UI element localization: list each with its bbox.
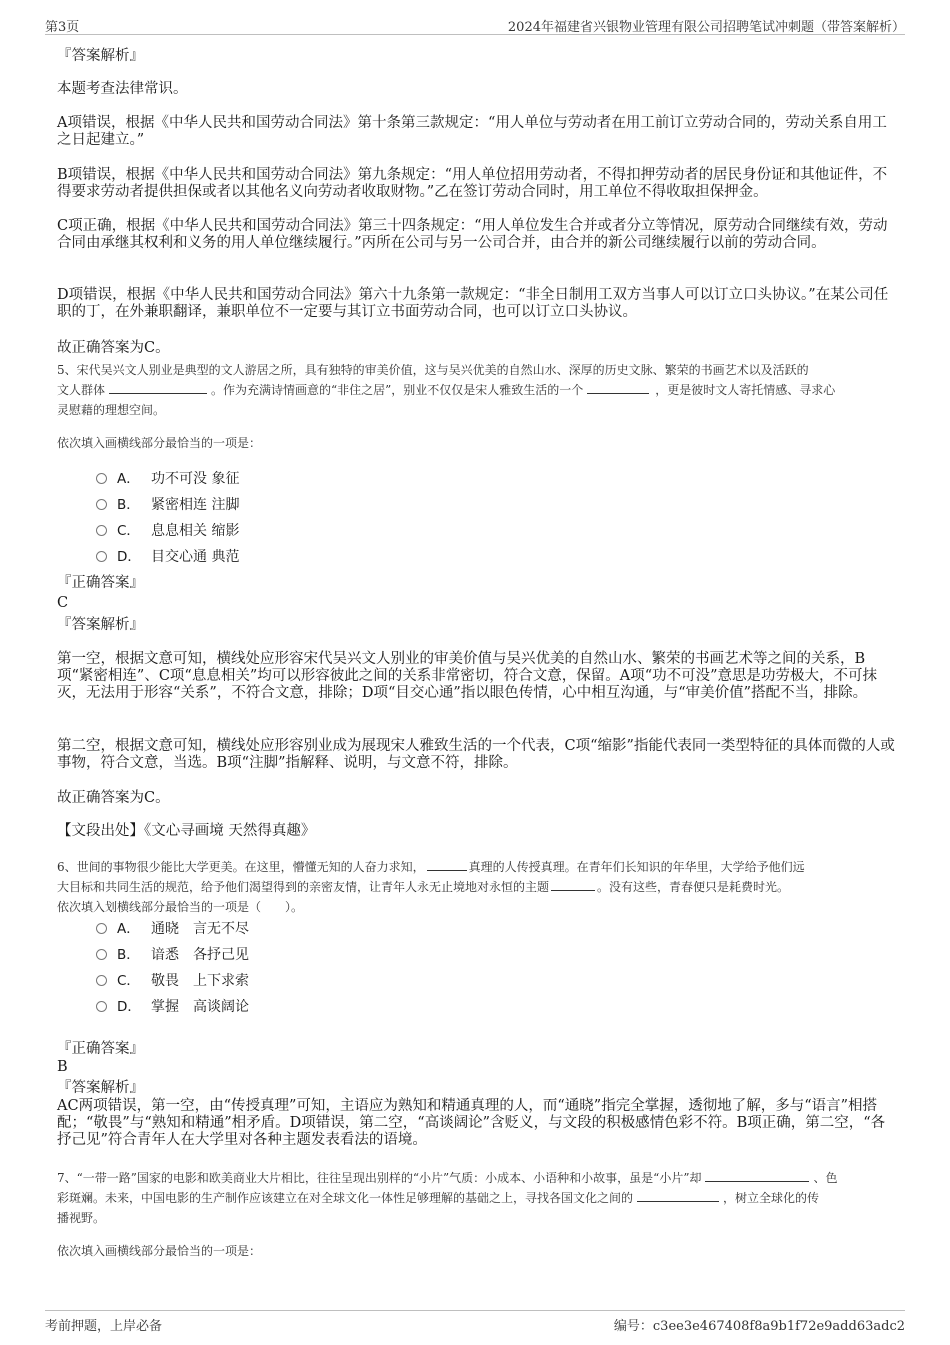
footer-slogan: 考前押题，上岸必备 [45, 1319, 163, 1334]
question-6-prompt: 依次填入划横线部分最恰当的一项是（ ）。 [57, 900, 304, 914]
q5-analysis-p1: 第一空，根据文意可知，横线处应形容宋代吴兴文人别业的审美价值与吴兴优美的自然山水、繁荣的书画艺术等之间的关系，B项“紧密相连”、C项“息息相关”均可以形容彼此之间的关系非常密切，符合文意，保留。A项“功不可没”意思是功劳极大，不可抹灭，无法用于形容“关系”，不符合文意，排除；D项“目交心通”指以眼色传情，心中相互沟通，与“审美价值”搭配不当，排除。 [57, 651, 878, 701]
question-5-prompt: 依次填入画横线部分最恰当的一项是： [57, 436, 262, 450]
q5-source: 【文段出处】《文心寻画境 天然得真趣》 [57, 823, 316, 839]
q6-answer: B [57, 1059, 68, 1075]
q5-option-a[interactable]: A． 功不可没 象征 [96, 470, 239, 488]
question-5-stem: 5、宋代吴兴文人别业是典型的文人游居之所，具有独特的审美价值，这与吴兴优美的自然山水、深厚的历史文脉、繁荣的书画艺术以及活跃的 文人群体 。作为充满诗情画意的“非住之居”，别业不仅仅是宋人雅致生活的一个 ，更是彼时文人寄托情感、寻求心 灵慰藉的理想空间。 [57, 363, 836, 417]
analysis-b: B项错误，根据《中华人民共和国劳动合同法》第九条规定：“用人单位招用劳动者，不得扣押劳动者的居民身份证和其他证件，不得要求劳动者提供担保或者以其他名义向劳动者收取财物。”乙在签订劳动合同时，用工单位不得收取担保押金。 [57, 167, 888, 200]
question-7-stem: 7、“一带一路”国家的电影和欧美商业大片相比，往往呈现出别样的“小片”气质：小成本、小语种和小故事，虽是“小片”却 、色 彩斑斓。未来，中国电影的生产制作应该建立在对全球文化一体性足够理解的基础之上，寻找各国文化之间的 ，树立全球化的传 播视野。 [57, 1171, 838, 1225]
q5-option-d[interactable]: D． 目交心通 典范 [96, 548, 239, 566]
q5-conclusion: 故正确答案为C。 [57, 790, 170, 806]
radio-icon[interactable] [96, 923, 107, 934]
radio-icon[interactable] [96, 525, 107, 536]
q5-option-b[interactable]: B． 紧密相连 注脚 [96, 496, 239, 514]
analysis-d: D项错误，根据《中华人民共和国劳动合同法》第六十九条第一款规定：“非全日制用工双方当事人可以订立口头协议。”在某公司任职的丁，在外兼职翻译，兼职单位不一定要与其订立书面劳动合同，也可以订立口头协议。 [57, 287, 889, 320]
q6-option-d[interactable]: D． 掌握 高谈阔论 [96, 998, 249, 1016]
q5-analysis-p2: 第二空，根据文意可知，横线处应形容别业成为展现宋人雅致生活的一个代表，C项“缩影”指能代表同一类型特征的具体而微的人或事物，符合文意，当选。B项“注脚”指解释、说明，与文意不符，排除。 [57, 738, 895, 771]
analysis-c: C项正确，根据《中华人民共和国劳动合同法》第三十四条规定：“用人单位发生合并或者分立等情况，原劳动合同继续有效，劳动合同由承继其权利和义务的用人单位继续履行。”丙所在公司与另一公司合并，由合并的新公司继续履行以前的劳动合同。 [57, 218, 888, 251]
page-header [45, 14, 905, 35]
radio-icon[interactable] [96, 1001, 107, 1012]
q6-answer-label: 『正确答案』 [57, 1041, 144, 1057]
q6-option-a[interactable]: A． 通晓 言无不尽 [96, 920, 249, 938]
analysis-intro: 本题考查法律常识。 [57, 81, 188, 97]
q5-analysis-label: 『答案解析』 [57, 617, 144, 633]
radio-icon[interactable] [96, 499, 107, 510]
question-6-stem: 6、世间的事物很少能比大学更美。在这里，懵懂无知的人奋力求知， 真理的人传授真理。在青年们长知识的年华里，大学给予他们远 大目标和共同生活的规范，给予他们渴望得到的亲密友情，让青年人永无止境地对永恒的主题 。没有这些，青春便只是耗费时光。 [57, 860, 805, 894]
analysis-label: 『答案解析』 [57, 48, 144, 64]
page-number: 第3页 [45, 20, 80, 35]
q5-answer: C [57, 595, 69, 611]
blank-2 [551, 878, 595, 891]
analysis-a: A项错误，根据《中华人民共和国劳动合同法》第十条第三款规定：“用人单位与劳动者在用工前订立劳动合同的，劳动关系自用工之日起建立。” [57, 115, 887, 148]
q5-answer-label: 『正确答案』 [57, 575, 144, 591]
analysis-conclusion: 故正确答案为C。 [57, 340, 170, 356]
blank-1 [705, 1169, 809, 1182]
blank-2 [587, 381, 649, 394]
blank-1 [427, 858, 467, 871]
q6-option-c[interactable]: C． 敬畏 上下求索 [96, 972, 249, 990]
q6-analysis-p1: AC两项错误，第一空，由“传授真理”可知，主语应为熟知和精通真理的人，而“通晓”指完全掌握，透彻地了解，多与“语言”相搭配；“敬畏”与“熟知和精通”相矛盾。D项错误，第二空，“高谈阔论”含贬义，与文段的积极感情色彩不符。B项正确，第二空，“各抒己见”符合青年人在大学里对各种主题发表看法的语境。 [57, 1098, 886, 1148]
question-7-prompt: 依次填入画横线部分最恰当的一项是： [57, 1244, 262, 1258]
radio-icon[interactable] [96, 551, 107, 562]
radio-icon[interactable] [96, 975, 107, 986]
q5-option-c[interactable]: C． 息息相关 缩影 [96, 522, 239, 540]
radio-icon[interactable] [96, 949, 107, 960]
document-id: 编号：c3ee3e467408f8a9b1f72e9add63adc2 [613, 1319, 905, 1334]
q6-analysis-label: 『答案解析』 [57, 1080, 144, 1096]
q6-option-b[interactable]: B． 谙悉 各抒己见 [96, 946, 249, 964]
document-title: 2024年福建省兴银物业管理有限公司招聘笔试冲刺题（带答案解析） [507, 20, 905, 35]
blank-2 [637, 1189, 719, 1202]
page-footer [45, 1310, 905, 1334]
radio-icon[interactable] [96, 473, 107, 484]
blank-1 [109, 381, 207, 394]
